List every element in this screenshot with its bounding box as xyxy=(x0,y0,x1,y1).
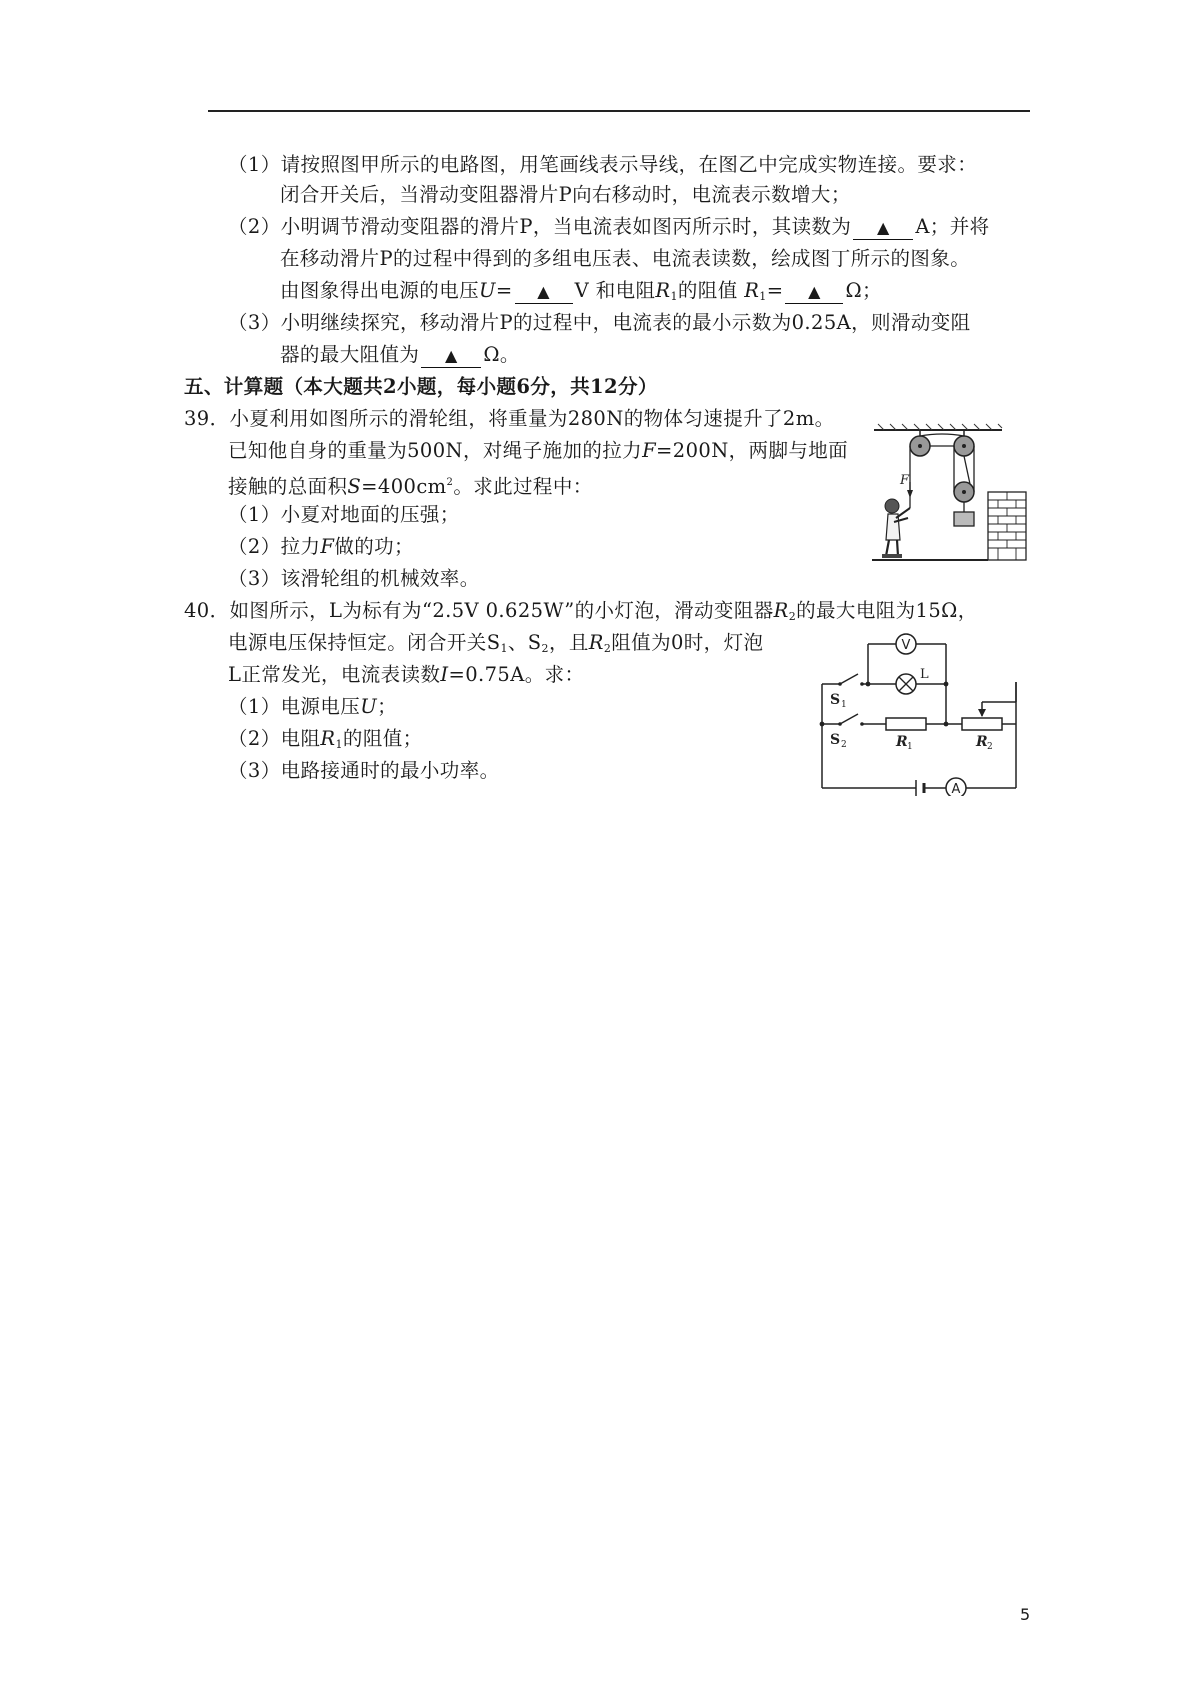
rheostat-r2 xyxy=(962,718,1002,730)
voltmeter-label: V xyxy=(901,638,911,653)
switch-sub: 1 xyxy=(500,642,508,655)
symbol-S: S xyxy=(347,475,362,498)
q40-l2-d: 阻值为0时，灯泡 xyxy=(611,631,764,654)
q39-line2 xyxy=(228,436,848,466)
prev-q2-line3 xyxy=(280,276,882,312)
symbol-R-sub: 2 xyxy=(788,610,797,623)
q40-line2 xyxy=(228,628,763,664)
resistor-r1 xyxy=(886,718,926,730)
switch-s1-sub: 1 xyxy=(841,700,847,710)
q40-l2-b: 、S xyxy=(507,631,542,654)
q39-l2-b: =200N，两脚与地面 xyxy=(656,439,849,462)
symbol-I: I xyxy=(440,663,449,686)
r2-sub: 2 xyxy=(987,742,993,752)
symbol-R: R xyxy=(655,279,671,302)
eq-sign: = xyxy=(495,279,513,302)
circuit-diagram xyxy=(812,620,1024,796)
person-figure xyxy=(882,499,910,558)
brick-wall xyxy=(988,492,1026,560)
q40-sub1 xyxy=(228,692,397,722)
r1-label: R xyxy=(896,734,908,750)
q40-l1-b: 的最大电阻为15Ω， xyxy=(796,599,978,622)
q40-l3-b: =0.75A。求： xyxy=(448,663,585,686)
q39-l3-b: =400cm xyxy=(361,475,447,498)
q40-sub3: （3）电路接通时的最小功率。 xyxy=(228,759,500,782)
symbol-R-sub: 1 xyxy=(759,290,767,303)
symbol-R: R xyxy=(773,599,789,622)
answer-blank[interactable]: ▲ xyxy=(853,217,913,240)
page-number: 5 xyxy=(1020,1605,1031,1624)
r2-label: R xyxy=(976,734,988,750)
symbol-R-sub: 1 xyxy=(670,290,678,303)
prev-q3-l2-b: Ω。 xyxy=(483,343,520,366)
superscript-2: 2 xyxy=(446,477,454,488)
symbol-F: F xyxy=(642,439,657,462)
switch-sub: 2 xyxy=(541,642,549,655)
answer-blank[interactable]: ▲ xyxy=(515,281,573,304)
prev-q2-l3-b: V 和电阻 xyxy=(574,279,656,302)
symbol-R: R xyxy=(744,279,760,302)
q40-line3 xyxy=(228,660,584,690)
prev-q3-line2 xyxy=(280,340,520,370)
prev-q1-line1: （1）请按照图甲所示的电路图，用笔画线表示导线，在图乙中完成实物连接。要求： xyxy=(228,153,978,176)
symbol-R: R xyxy=(320,727,336,750)
symbol-R-sub: 2 xyxy=(603,642,612,655)
switch-s1-label: S xyxy=(830,692,841,708)
answer-blank[interactable]: ▲ xyxy=(785,281,843,304)
prev-q3-line1: （3）小明继续探究，移动滑片P的过程中，电流表的最小示数为0.25A，则滑动变阻 xyxy=(228,311,971,334)
force-label: F xyxy=(900,473,910,488)
prev-q2-l3-a: 由图象得出电源的电压 xyxy=(280,279,480,302)
q39-l2-a: 已知他自身的重量为500N，对绳子施加的拉力 xyxy=(228,439,643,462)
q39-l3-a: 接触的总面积 xyxy=(228,475,348,498)
prev-q2-l3-d: Ω； xyxy=(845,279,882,302)
symbol-U: U xyxy=(360,695,378,718)
q39-l3-c: 。求此过程中： xyxy=(453,475,593,498)
q39-line3 xyxy=(228,468,593,502)
q39-sub2 xyxy=(228,532,414,562)
q40-sub2-a: （2）电阻 xyxy=(228,727,321,750)
q39-sub2-b: 做的功； xyxy=(334,535,414,558)
answer-blank[interactable]: ▲ xyxy=(421,345,481,368)
prev-q2-line2: 在移动滑片P的过程中得到的多组电压表、电流表读数，绘成图丁所示的图象。 xyxy=(280,247,971,270)
r1-sub: 1 xyxy=(907,742,913,752)
prev-q2-text-b: A；并将 xyxy=(915,215,990,238)
symbol-U: U xyxy=(479,279,496,302)
ammeter-label: A xyxy=(951,782,961,796)
q39-line1: 39．小夏利用如图所示的滑轮组，将重量为280N的物体匀速提升了2m。 xyxy=(184,407,835,430)
lamp-label: L xyxy=(920,667,929,682)
symbol-R: R xyxy=(588,631,604,654)
prev-q2-text-a: （2）小明调节滑动变阻器的滑片P，当电流表如图丙所示时，其读数为 xyxy=(228,215,852,238)
switch-s2-label: S xyxy=(830,732,841,748)
header-rule xyxy=(208,110,1030,112)
section-title: 五、计算题（本大题共2小题，每小题6分，共12分） xyxy=(184,375,658,398)
eq-sign: = xyxy=(766,279,784,302)
q40-sub1-a: （1）电源电压 xyxy=(228,695,361,718)
q39-sub2-a: （2）拉力 xyxy=(228,535,321,558)
switch-s2-sub: 2 xyxy=(841,740,847,750)
q40-sub2-b: 的阻值； xyxy=(342,727,423,750)
prev-q2-line1 xyxy=(228,212,990,242)
symbol-R-sub: 1 xyxy=(335,738,343,751)
q39-sub1: （1）小夏对地面的压强； xyxy=(228,503,460,526)
q40-l1-a: 40．如图所示，L为标有为“2.5V 0.625W”的小灯泡，滑动变阻器 xyxy=(184,599,774,622)
q40-l2-c: ，且 xyxy=(548,631,589,654)
symbol-F: F xyxy=(320,535,335,558)
q40-l3-a: L正常发光，电流表读数 xyxy=(228,663,441,686)
prev-q2-l3-c: 的阻值 xyxy=(677,279,738,302)
prev-q1-line2: 闭合开关后，当滑动变阻器滑片P向右移动时，电流表示数增大； xyxy=(280,183,851,206)
q39-sub3: （3）该滑轮组的机械效率。 xyxy=(228,567,480,590)
load-block xyxy=(954,512,974,526)
q40-l2-a: 电源电压保持恒定。闭合开关S xyxy=(228,631,501,654)
q40-sub2 xyxy=(228,724,423,760)
ceiling-hatch xyxy=(874,424,1002,430)
pulley-figure xyxy=(868,422,1030,580)
q40-sub1-b: ； xyxy=(377,695,397,718)
prev-q3-l2-a: 器的最大阻值为 xyxy=(280,343,420,366)
